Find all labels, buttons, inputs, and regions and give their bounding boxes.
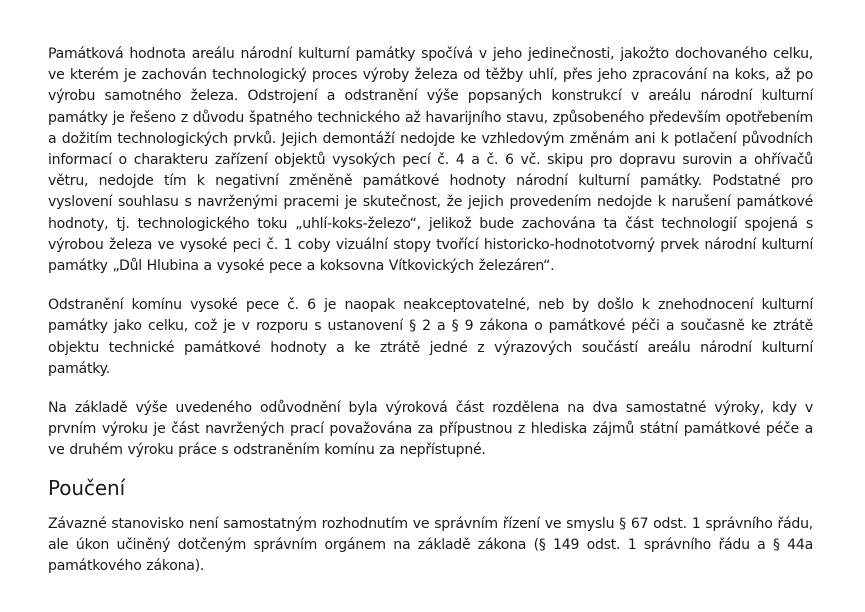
paragraph-heritage-value: Památková hodnota areálu národní kulturní památky spočívá v jeho jedinečnosti, jakožto dochovaného celku, ve kterém je zachován technologický proces výroby železa od těžby uhlí, přes jeho zpracování na koks, až po výrobu samotného železa. Odstrojení a odstranění výše popsaných konstrukcí v areálu národní kulturní památky je řešeno z důvodu špatného technického až havarijního stavu, způsobeného především opotřebením a dožitím technologických prvků. Jejich demontáží nedojde ke vzhledovým změnám ani k potlačení původních informací o charakteru zařízení objektů vysokých pecí č. 4 a č. 6 vč. skipu pro dopravu surovin a ohřívačů větru, nedojde tím k negativní změněně památkové hodnoty národní kulturní památky. Podstatné pro vyslovení souhlasu s navrženými pracemi je skutečnost, že jejich provedením nedojde k narušení památkové hodnoty, tj. technologického toku „uhlí-koks-železo“, jelikož bude zachována ta část technologií spojená s výrobou železa ve vysoké peci č. 1 coby vizuální stopy tvořící historicko-hodnototvorný prvek národní kulturní památky „Důl Hlubina a vysoké pece a koksovna Vítkovických železáren“. (48, 46, 813, 275)
document-body (48, 44, 813, 577)
paragraph-decision-split: Na základě výše uvedeného odůvodnění byla výroková část rozdělena na dva samostatné výroky, kdy v prvním výroku je část navržených prací považována za přípustnou z hlediska zájmů státní památkové péče a ve druhém výroku práce s odstraněním komínu za nepřístupné. (48, 400, 813, 459)
paragraph-chimney-removal: Odstranění komínu vysoké pece č. 6 je naopak neakceptovatelné, neb by došlo k znehodnocení kulturní památky jako celku, což je v rozporu s ustanovení § 2 a § 9 zákona o památkové péči a současně ke ztrátě objektu technické památkové hodnoty a ke ztrátě jedné z výrazových součástí areálu národní kulturní památky. (48, 297, 813, 377)
paragraph-instruction: Závazné stanovisko není samostatným rozhodnutím ve správním řízení ve smyslu § 67 odst. 1 správního řádu, ale úkon učiněný dotčeným správním orgánem na základě zákona (§ 149 odst. 1 správního řádu a § 44a památkového zákona). (48, 515, 813, 575)
section-heading-pouceni: Poučení (48, 475, 126, 500)
